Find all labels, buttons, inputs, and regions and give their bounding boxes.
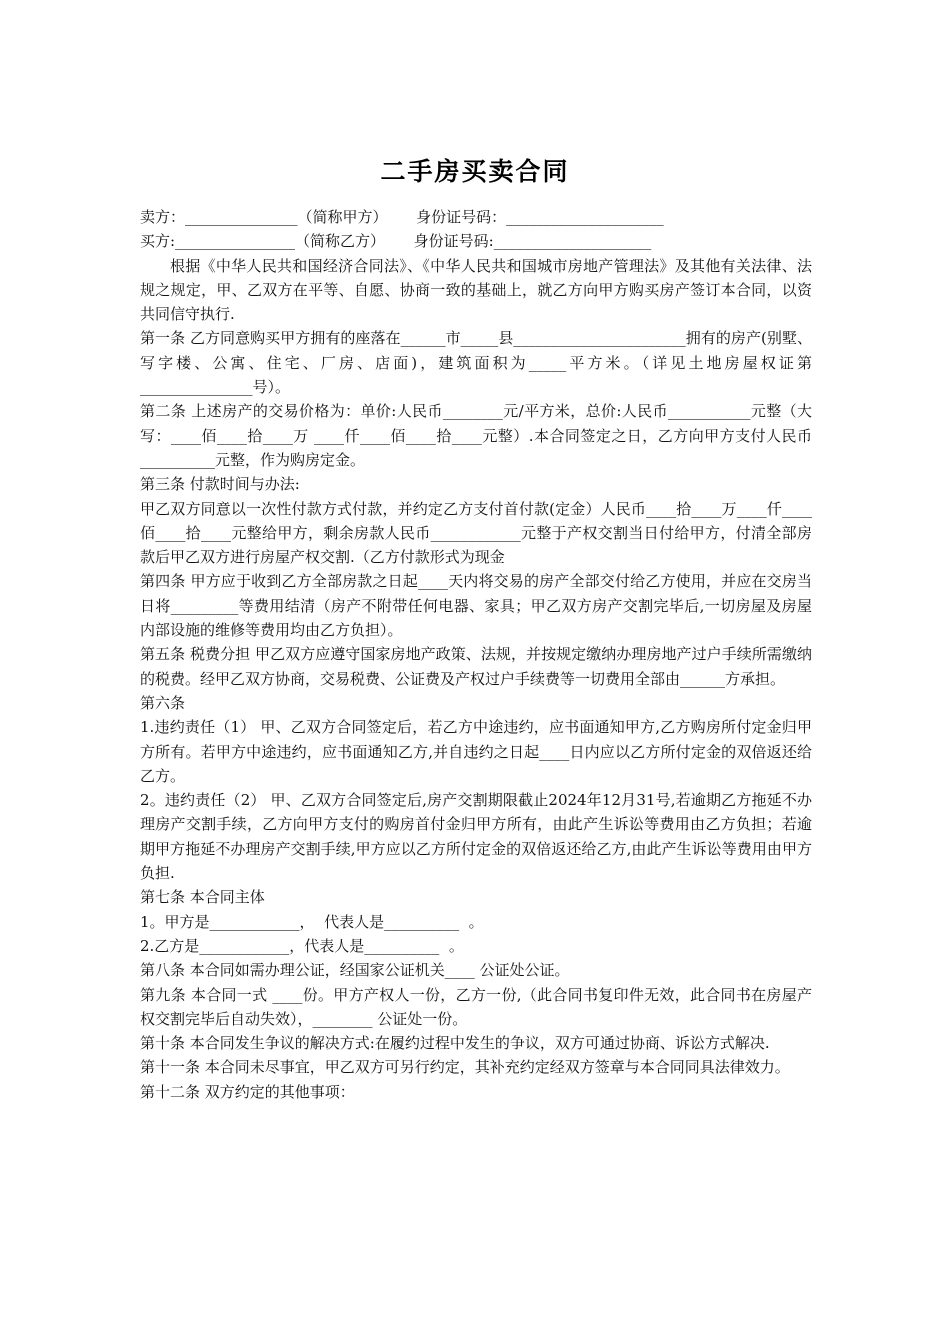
article-5: 第五条 税费分担 甲乙双方应遵守国家房地产政策、法规，并按规定缴纳办理房地产过户手续所需缴纳的税费。经甲乙双方协商，交易税费、公证费及产权过户手续费等一切费用全部由______方承担。	[140, 645, 812, 688]
article-6-title: 第六条	[140, 693, 186, 712]
article-6-item-1: 1.违约责任（1） 甲、乙双方合同签定后，若乙方中途违约，应书面通知甲方,乙方购房所付定金归甲方所有。若甲方中途违约，应书面通知乙方,并自违约之日起____日内应以乙方所付定金的双倍返还给乙方。	[140, 718, 812, 785]
article-10: 第十条 本合同发生争议的解决方式:在履约过程中发生的争议，双方可通过协商、诉讼方式解决.	[140, 1034, 770, 1053]
article-1: 第一条 乙方同意购买甲方拥有的座落在______市_____县_______________________拥有的房产(别墅、写字楼、公寓、住宅、厂房、店面)，建筑面积为_____平方米。（详见土地房屋权证第_______________号）。	[140, 329, 812, 397]
document-title: 二手房买卖合同	[380, 157, 570, 186]
article-3-title: 第三条 付款时间与办法:	[140, 475, 300, 494]
article-3-body: 甲乙双方同意以一次性付款方式付款，并约定乙方支付首付款(定金）人民币____拾____万____仟____佰____拾____元整给甲方，剩余房款人民币____________元整于产权交割当日付给甲方，付清全部房款后甲乙双方进行房屋产权交割.（乙方付款形式为现金	[140, 499, 812, 567]
article-8: 第八条 本合同如需办理公证，经国家公证机关____ 公证处公证。	[140, 961, 570, 980]
article-2: 第二条 上述房产的交易价格为：单价:人民币________元/平方米，总价:人民币___________元整（大写：____佰____拾____万 ____仟____佰____拾____元整）.本合同签定之日，乙方向甲方支付人民币 __________元整，作为购房定金。	[140, 402, 812, 469]
preamble-paragraph: 根据《中华人民共和国经济合同法》、《中华人民共和国城市房地产管理法》及其他有关法律、法规之规定，甲、乙双方在平等、自愿、协商一致的基础上，就乙方向甲方购买房产签订本合同，以资共同信守执行.	[140, 256, 812, 324]
seller-line: 卖方：_______________（简称甲方） 身份证号码：_____________________	[140, 208, 664, 226]
article-7-item-1: 1。甲方是____________， 代表人是__________ 。	[140, 912, 484, 931]
article-11: 第十一条 本合同未尽事宜，甲乙双方可另行约定，其补充约定经双方签章与本合同同具法律效力。	[140, 1058, 790, 1077]
buyer-line: 买方:________________（简称乙方） 身份证号码:_____________________	[140, 232, 652, 251]
article-12: 第十二条 双方约定的其他事项：	[140, 1082, 355, 1101]
article-4: 第四条 甲方应于收到乙方全部房款之日起____天内将交易的房产全部交付给乙方使用，并应在交房当日将_________等费用结清（房产不附带任何电器、家具；甲乙双方房产交割完毕后,一切房屋及房屋内部设施的维修等费用均由乙方负担）。	[140, 572, 812, 640]
article-7-item-2: 2.乙方是____________，代表人是__________ 。	[140, 936, 464, 955]
article-7-title: 第七条 本合同主体	[140, 888, 265, 907]
article-9: 第九条 本合同一式 ____份。甲方产权人一份，乙方一份,（此合同书复印件无效，此合同书在房屋产权交割完毕后自动失效），________ 公证处一份。	[140, 985, 812, 1028]
contract-body	[140, 205, 812, 1104]
article-6-item-2: 2。违约责任（2） 甲、乙双方合同签定后,房产交割期限截止2024年12月31号,若逾期乙方拖延不办理房产交割手续，乙方向甲方支付的购房首付金归甲方所有，由此产生诉讼等费用由乙方负担；若逾期甲方拖延不办理房产交割手续,甲方应以乙方所付定金的双倍返还给乙方,由此产生诉讼等费用由甲方负担.	[140, 791, 812, 883]
